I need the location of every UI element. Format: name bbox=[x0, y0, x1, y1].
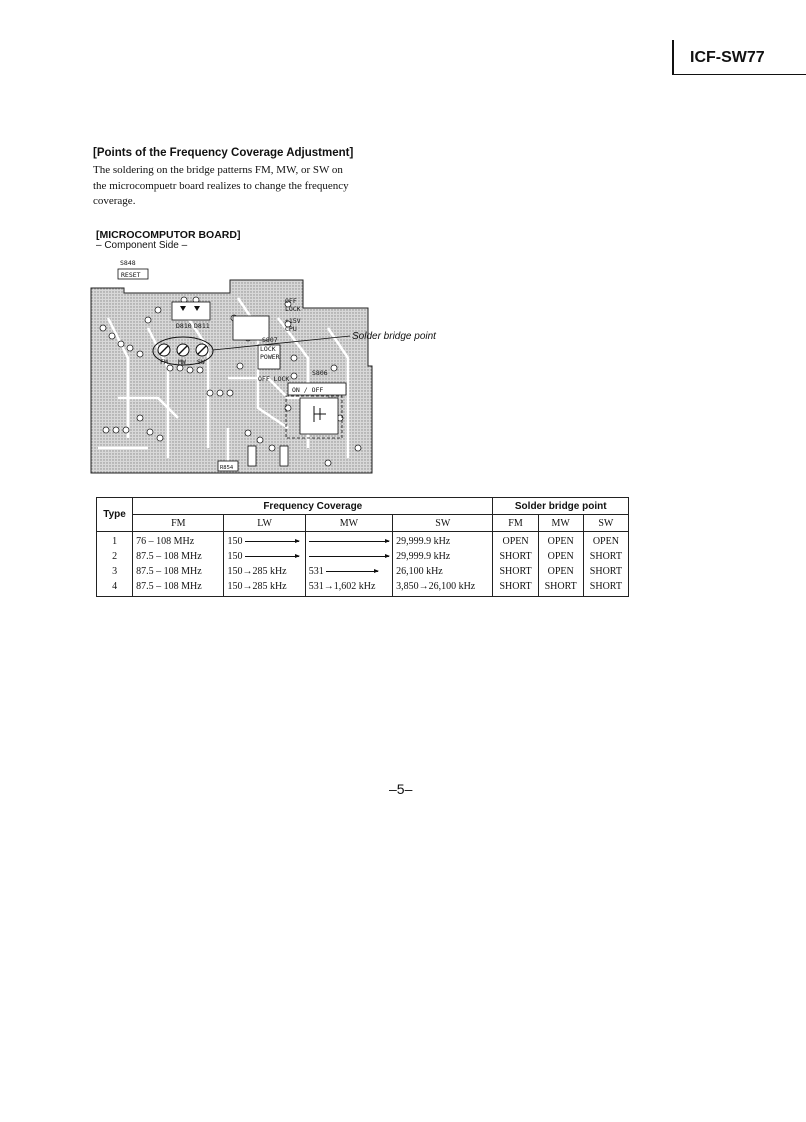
range-arrow bbox=[245, 541, 299, 542]
d811-label: D811 bbox=[194, 322, 210, 330]
range-arrow bbox=[309, 556, 389, 557]
s848-label: S848 bbox=[120, 259, 136, 267]
solder-sw-cell: SHORT bbox=[583, 579, 628, 597]
table-row bbox=[97, 579, 629, 597]
type-cell: 2 bbox=[97, 549, 133, 564]
page-number: –5– bbox=[389, 781, 413, 797]
lw-value: 150 bbox=[227, 551, 243, 562]
fm-label: FM bbox=[160, 358, 168, 366]
table-row bbox=[97, 532, 629, 550]
d810-label: D810 bbox=[176, 322, 192, 330]
pcb-diagram bbox=[88, 258, 458, 476]
sw-cell: 26,100 kHz bbox=[393, 564, 493, 579]
header-frequency-coverage: Frequency Coverage bbox=[133, 498, 493, 515]
mw-cell bbox=[305, 549, 392, 564]
solder-fm-cell: SHORT bbox=[493, 564, 538, 579]
onoff-label: ON / OFF bbox=[292, 386, 324, 394]
header-solder-fm: FM bbox=[493, 515, 538, 532]
lw-cell bbox=[224, 532, 305, 550]
lw-cell: 150→285 kHz bbox=[224, 579, 305, 597]
mw-value: 531 bbox=[308, 566, 324, 577]
power-label: POWER bbox=[260, 353, 280, 361]
sw-cell: 29,999.9 kHz bbox=[393, 549, 493, 564]
solder-mw-cell: OPEN bbox=[538, 532, 583, 550]
fm-cell: 76 – 108 MHz bbox=[133, 532, 224, 550]
model-number: ICF-SW77 bbox=[690, 49, 765, 66]
header-type: Type bbox=[97, 498, 133, 532]
off-label: OFF bbox=[285, 297, 297, 305]
type-cell: 3 bbox=[97, 564, 133, 579]
board-title: [MICROCOMPUTOR BOARD] bbox=[96, 229, 241, 241]
range-arrow bbox=[245, 556, 299, 557]
s806-label: S806 bbox=[312, 369, 328, 377]
paragraph-line: The soldering on the bridge patterns FM, MW, or SW on bbox=[93, 164, 343, 176]
solder-mw-cell: SHORT bbox=[538, 579, 583, 597]
lock-switch-label: LOCK bbox=[260, 345, 276, 353]
header-fm: FM bbox=[133, 515, 224, 532]
section-paragraph bbox=[93, 163, 393, 210]
header-lw: LW bbox=[224, 515, 305, 532]
header-solder-bridge-point: Solder bridge point bbox=[493, 498, 629, 515]
solder-bridge-label: Solder bridge point bbox=[352, 331, 436, 342]
mw-cell: 531→1,602 kHz bbox=[305, 579, 392, 597]
lw-cell: 150→285 kHz bbox=[224, 564, 305, 579]
table-row bbox=[97, 564, 629, 579]
mw-cell bbox=[305, 532, 392, 550]
range-arrow bbox=[309, 541, 389, 542]
fm-cell: 87.5 – 108 MHz bbox=[133, 564, 224, 579]
sw-cell: 3,850→26,100 kHz bbox=[393, 579, 493, 597]
solder-sw-cell: OPEN bbox=[583, 532, 628, 550]
fm-cell: 87.5 – 108 MHz bbox=[133, 549, 224, 564]
lw-value: 150 bbox=[227, 536, 243, 547]
header-solder-sw: SW bbox=[583, 515, 628, 532]
s807-label: S807 bbox=[262, 336, 278, 344]
range-arrow bbox=[326, 571, 378, 572]
board-subtitle: – Component Side – bbox=[96, 240, 188, 251]
sw-label: SW bbox=[197, 358, 205, 366]
header-mw: MW bbox=[305, 515, 392, 532]
mw-cell bbox=[305, 564, 392, 579]
component-box bbox=[280, 446, 288, 466]
reset-label: RESET bbox=[121, 271, 141, 279]
sw-cell: 29,999.9 kHz bbox=[393, 532, 493, 550]
offlock-label: OFF LOCK bbox=[258, 375, 290, 383]
voltage-label: +15V bbox=[285, 317, 301, 325]
solder-fm-cell: OPEN bbox=[493, 532, 538, 550]
solder-fm-cell: SHORT bbox=[493, 579, 538, 597]
frequency-coverage-table bbox=[96, 497, 629, 597]
solder-fm-cell: SHORT bbox=[493, 549, 538, 564]
solder-sw-cell: SHORT bbox=[583, 564, 628, 579]
solder-sw-cell: SHORT bbox=[583, 549, 628, 564]
type-cell: 1 bbox=[97, 532, 133, 550]
component-box bbox=[248, 446, 256, 466]
type-cell: 4 bbox=[97, 579, 133, 597]
board-outline bbox=[91, 280, 372, 473]
table-row bbox=[97, 549, 629, 564]
solder-mw-cell: OPEN bbox=[538, 564, 583, 579]
paragraph-line: coverage. bbox=[93, 195, 136, 207]
lock-label: LOCK bbox=[285, 305, 301, 313]
fm-cell: 87.5 – 108 MHz bbox=[133, 579, 224, 597]
r854-label: R854 bbox=[220, 465, 234, 471]
mw-label: MW bbox=[178, 358, 186, 366]
cpu-label: CPU bbox=[285, 325, 297, 333]
header-solder-mw: MW bbox=[538, 515, 583, 532]
section-heading: [Points of the Frequency Coverage Adjustment] bbox=[93, 147, 354, 159]
paragraph-line: the microcompuetr board realizes to change the frequency bbox=[93, 179, 349, 192]
diode-group bbox=[172, 302, 210, 320]
solder-mw-cell: OPEN bbox=[538, 549, 583, 564]
lw-cell bbox=[224, 549, 305, 564]
header-sw: SW bbox=[393, 515, 493, 532]
